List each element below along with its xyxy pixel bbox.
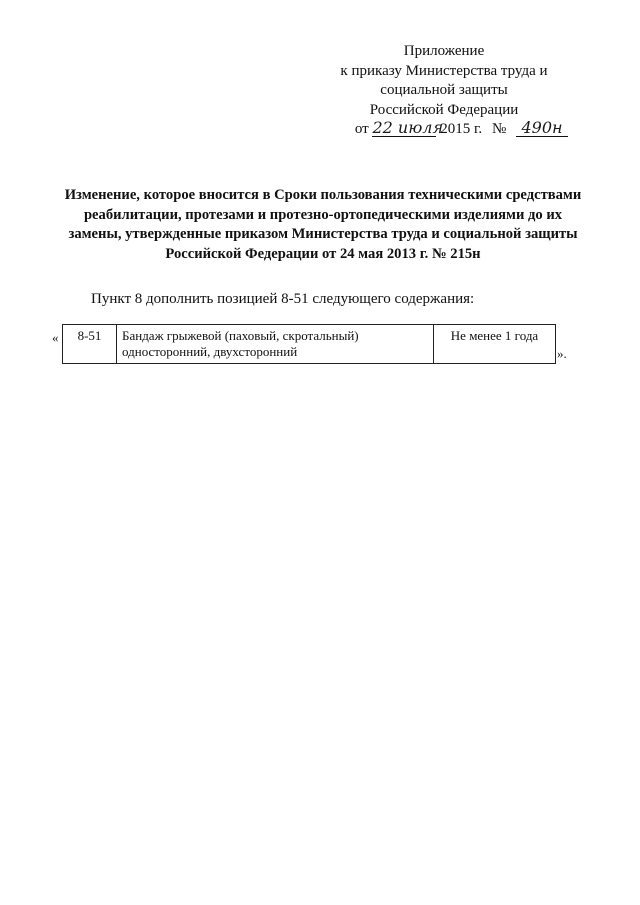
amendment-paragraph: Пункт 8 дополнить позицией 8-51 следующего содержания: (91, 291, 475, 307)
appendix-header (318, 42, 570, 140)
item-name-line2: односторонний, двухсторонний (122, 344, 298, 359)
handwritten-date: 22 июля (372, 118, 444, 137)
appendix-federation-line: Российской Федерации (369, 101, 519, 118)
order-date-line (318, 120, 570, 140)
quote-open: « (52, 330, 59, 345)
item-code: 8-51 (63, 325, 117, 364)
document-title: Изменение, которое вносится в Сроки пользования техническими средствами реабилитации, протезами и протезно-ортопедическими изделиями до их замены, утвержденные приказом Министерства труда и социальной защиты Российской Федерации от 24 мая 2013 г. № 215н (64, 187, 582, 262)
table-row (63, 325, 556, 364)
item-name-line1: Бандаж грыжевой (паховый, скротальный) (122, 328, 359, 343)
item-term: Не менее 1 года (434, 325, 556, 364)
date-prefix: от (354, 121, 369, 137)
quote-close: ». (557, 346, 567, 361)
appendix-label: Приложение (403, 43, 485, 59)
handwritten-order-number: 490н (516, 120, 568, 137)
amendment-table (62, 324, 556, 364)
appendix-ministry-line: социальной защиты (380, 82, 508, 98)
number-sign: № (491, 121, 507, 137)
date-year: 2015 г. (440, 121, 483, 137)
item-name (117, 325, 434, 364)
appendix-order-ref: к приказу Министерства труда и (340, 62, 548, 79)
